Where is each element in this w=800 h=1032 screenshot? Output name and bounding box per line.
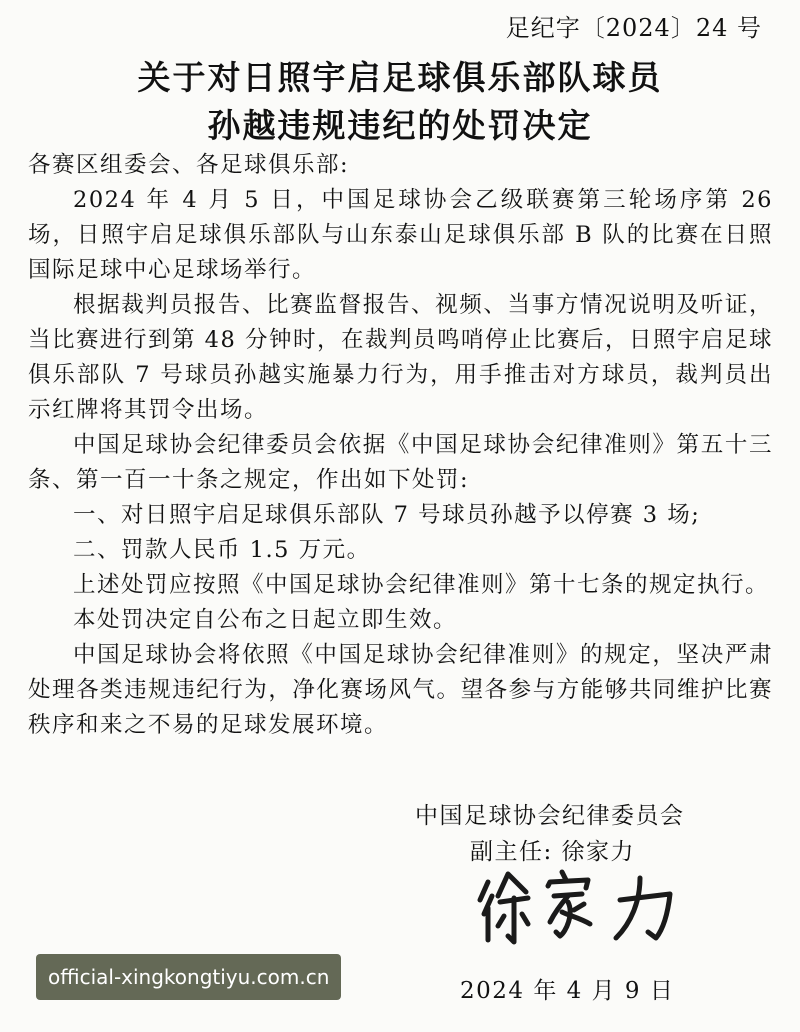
signatory-role: 副主任: 徐家力: [470, 839, 636, 865]
title-line-1: 关于对日照宇启足球俱乐部队球员: [137, 58, 663, 97]
salutation: 各赛区组委会、各足球俱乐部:: [28, 152, 350, 178]
document-body: [28, 148, 773, 743]
penalty-item-suspension: 一、对日照宇启足球俱乐部队 7 号球员孙越予以停赛 3 场;: [73, 502, 701, 528]
handwritten-signature: [470, 852, 700, 952]
paragraph-effective: 本处罚决定自公布之日起立即生效。: [73, 607, 458, 633]
document-number: 足纪字〔2024〕24 号: [505, 14, 762, 42]
paragraph-incident: 根据裁判员报告、比赛监督报告、视频、当事方情况说明及听证，当比赛进行到第 48 分钟时，在裁判员鸣哨停止比赛后，日照宇启足球俱乐部队 7 号球员孙越实施暴力行为，用手推击对方球员，裁判员出示红牌将其罚令出场。: [28, 292, 773, 423]
paragraph-match-info: 2024 年 4 月 5 日，中国足球协会乙级联赛第三轮场序第 26 场，日照宇启足球俱乐部队与山东泰山足球俱乐部 B 队的比赛在日照国际足球中心足球场举行。: [28, 187, 773, 283]
penalty-item-fine: 二、罚款人民币 1.5 万元。: [73, 537, 371, 563]
paragraph-execution: 上述处罚应按照《中国足球协会纪律准则》第十七条的规定执行。: [73, 572, 770, 598]
watermark-label: official-xingkongtiyu.com.cn: [36, 954, 341, 1000]
paragraph-legal-basis: 中国足球协会纪律委员会依据《中国足球协会纪律准则》第五十三条、第一百一十条之规定，作出如下处罚:: [28, 432, 773, 493]
title-line-2: 孙越违规违纪的处罚决定: [207, 106, 593, 145]
document-date: 2024 年 4 月 9 日: [460, 978, 675, 1004]
signatory-organization: 中国足球协会纪律委员会: [415, 803, 685, 829]
paragraph-closing: 中国足球协会将依照《中国足球协会纪律准则》的规定，坚决严肃处理各类违规违纪行为，净化赛场风气。望各参与方能够共同维护比赛秩序和来之不易的足球发展环境。: [28, 642, 773, 738]
